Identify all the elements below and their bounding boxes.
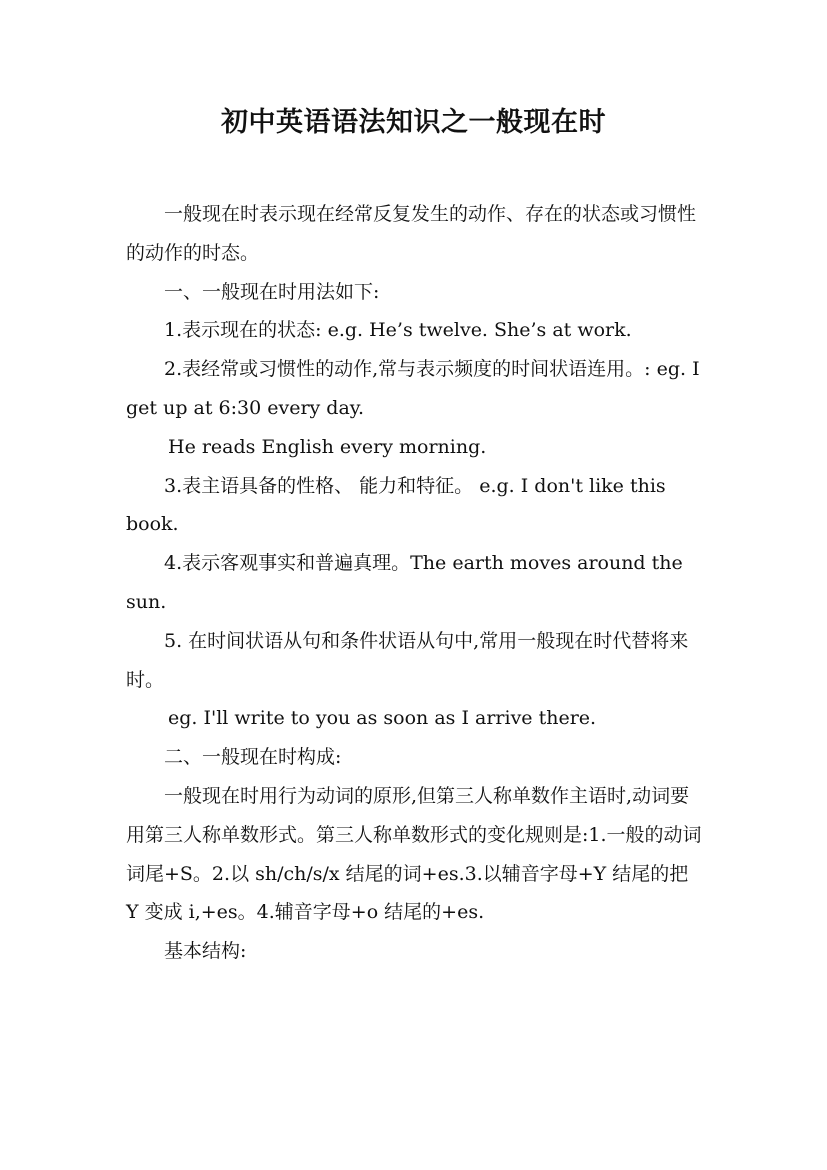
document-body xyxy=(126,195,704,971)
paragraph-definition: 一般现在时表示现在经常反复发生的动作、存在的状态或习惯性的动作的时态。 xyxy=(126,203,697,264)
section-heading-usage: 一、一般现在时用法如下: xyxy=(164,280,380,303)
usage-item-4: 4.表示客观事实和普遍真理。The earth moves around the sun. xyxy=(126,552,683,613)
usage-item-2-example: He reads English every morning. xyxy=(168,435,487,458)
formation-rules: 一般现在时用行为动词的原形,但第三人称单数作主语时,动词要用第三人称单数形式。第三人称单数形式的变化规则是:1.一般的动词词尾+S。2.以 sh/ch/s/x 结尾的词+es.3.以辅音字母+Y 结尾的把 Y 变成 i,+es。4.辅音字母+o 结尾的+es. xyxy=(126,784,702,924)
section-heading-formation: 二、一般现在时构成: xyxy=(164,746,342,769)
usage-item-5-example: eg. I'll write to you as soon as I arrive there. xyxy=(168,707,597,730)
usage-item-3: 3.表主语具备的性格、 能力和特征。 e.g. I don't like this book. xyxy=(126,474,666,536)
usage-item-2: 2.表经常或习惯性的动作,常与表示频度的时间状语连用。: eg. I get up at 6:30 every day. xyxy=(126,358,700,419)
document-title: 初中英语语法知识之一般现在时 xyxy=(221,107,606,138)
usage-item-5: 5. 在时间状语从句和条件状语从句中,常用一般现在时代替将来时。 xyxy=(126,629,689,691)
basic-structure-label: 基本结构: xyxy=(164,940,247,963)
usage-item-1: 1.表示现在的状态: e.g. He’s twelve. She’s at work. xyxy=(164,319,632,342)
